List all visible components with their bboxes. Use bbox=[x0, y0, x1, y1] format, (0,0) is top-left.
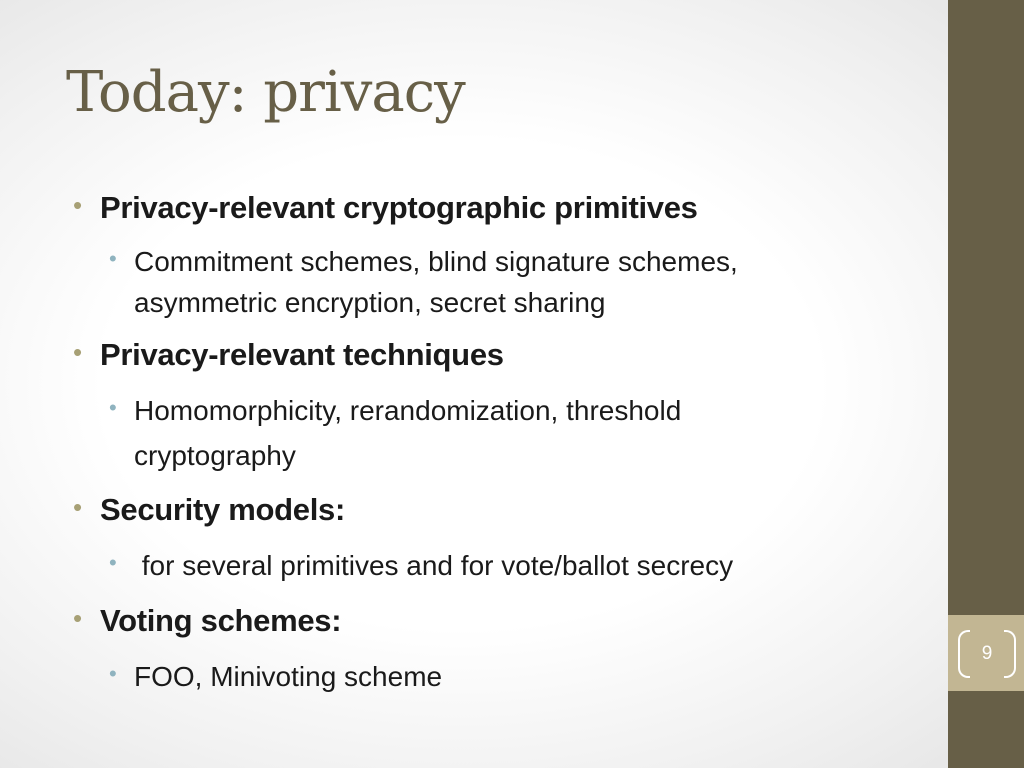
bullet-techniques: Privacy-relevant techniques bbox=[100, 337, 504, 372]
sub-bullet-dot: • bbox=[109, 395, 117, 420]
bullet-dot: • bbox=[73, 190, 83, 220]
bullet-dot: • bbox=[73, 603, 83, 633]
bullet-dot: • bbox=[73, 337, 83, 367]
bullet-dot: • bbox=[73, 492, 83, 522]
sub-bullet-primitives-line2: asymmetric encryption, secret sharing bbox=[134, 287, 606, 318]
sub-bullet-voting-schemes: FOO, Minivoting scheme bbox=[134, 661, 443, 692]
sub-bullet-primitives-line1: Commitment schemes, blind signature schemes, bbox=[134, 246, 738, 277]
page-number-frame bbox=[958, 630, 1016, 676]
sub-bullet-dot: • bbox=[109, 246, 117, 271]
sub-bullet-techniques-line2: cryptography bbox=[134, 440, 296, 471]
sub-bullet-dot: • bbox=[109, 661, 117, 686]
sub-bullet-techniques-line1: Homomorphicity, rerandomization, threshold bbox=[134, 395, 682, 426]
bullet-voting-schemes: Voting schemes: bbox=[100, 603, 342, 638]
bullet-security-models: Security models: bbox=[100, 492, 346, 527]
slide-title: Today: privacy bbox=[66, 60, 465, 125]
bullet-primitives: Privacy-relevant cryptographic primitives bbox=[100, 190, 698, 225]
sub-bullet-dot: • bbox=[109, 550, 117, 575]
sub-bullet-security-models: for several primitives and for vote/ballot secrecy bbox=[134, 550, 734, 581]
page-number: 9 bbox=[981, 643, 993, 664]
